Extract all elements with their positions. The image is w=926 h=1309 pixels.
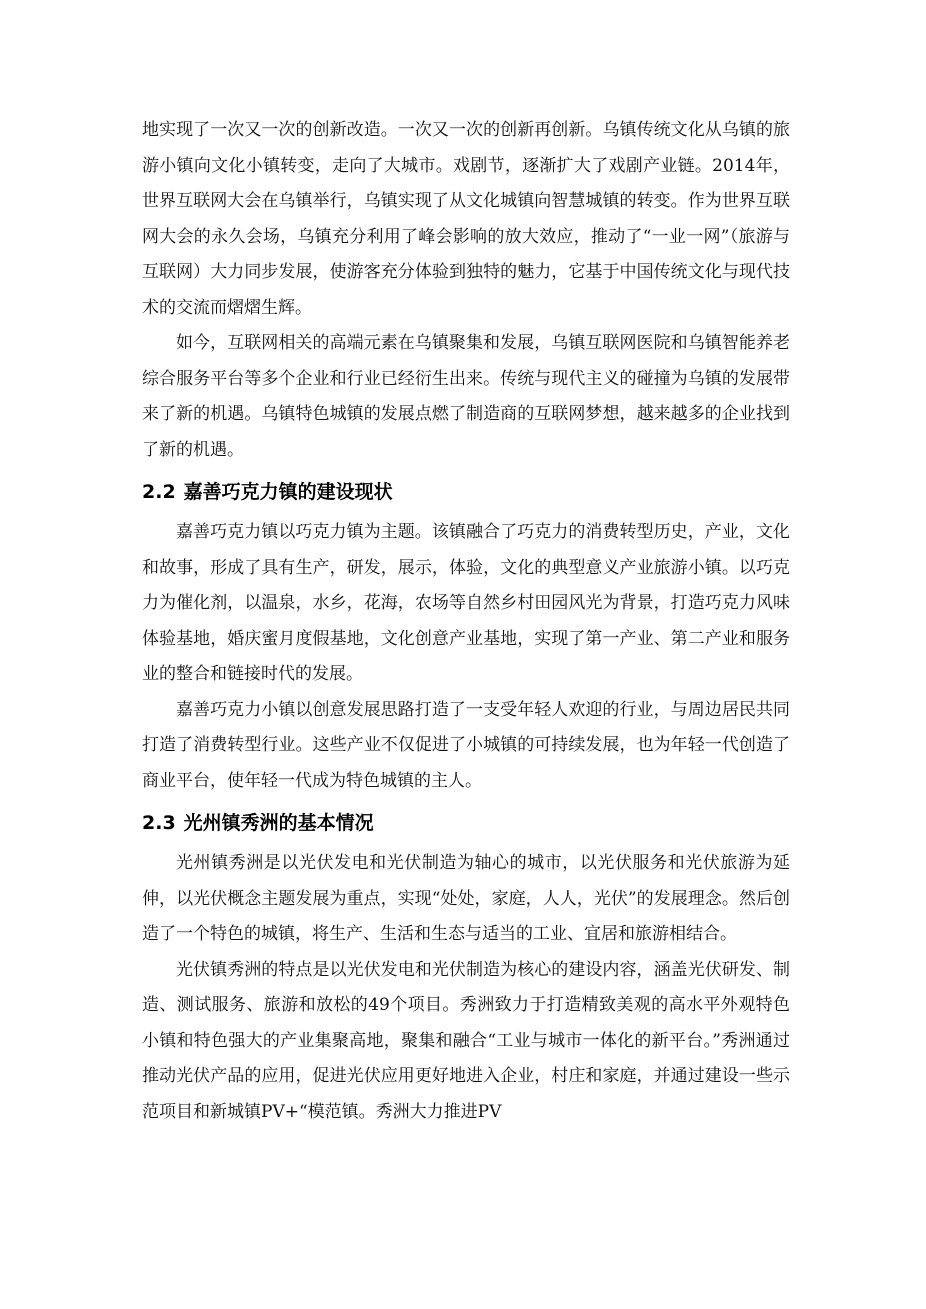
- paragraph-chocolate-town-youth: 嘉善巧克力小镇以创意发展思路打造了一支受年轻人欢迎的行业，与周边居民共同打造了消费转型行业。这些产业不仅促进了小城镇的可持续发展，也为年轻一代创造了商业平台，使年轻一代成为特色城镇的主人。: [142, 699, 790, 791]
- paragraph-chocolate-town-theme: 嘉善巧克力镇以巧克力镇为主题。该镇融合了巧克力的消费转型历史，产业，文化和故事，形成了具有生产，研发，展示，体验，文化的典型意义产业旅游小镇。以巧克力为催化剂，以温泉，水乡，花海，农场等自然乡村田园风光为背景，打造巧克力风味体验基地，婚庆蜜月度假基地，文化创意产业基地，实现了第一产业、第二产业和服务业的整合和链接时代的发展。: [142, 522, 790, 684]
- document-body: [142, 113, 790, 1130]
- section-number: 2.3: [142, 812, 176, 834]
- section-number: 2.2: [142, 481, 176, 503]
- section-title: 光州镇秀洲的基本情况: [183, 812, 374, 834]
- section-heading-2-3: [142, 804, 790, 842]
- paragraph-photovoltaic-town-features: 光伏镇秀洲的特点是以光伏发电和光伏制造为核心的建设内容，涵盖光伏研发、制造、测试服务、旅游和放松的49个项目。秀洲致力于打造精致美观的高水平外观特色小镇和特色强大的产业集聚高地，聚集和融合“工业与城市一体化的新平台。”秀洲通过推动光伏产品的应用，促进光伏应用更好地进入企业，村庄和家庭，并通过建设一些示范项目和新城镇PV+“模范镇。秀洲大力推进PV: [142, 959, 790, 1122]
- paragraph-wuzhen-internet: 如今，互联网相关的高端元素在乌镇聚集和发展，乌镇互联网医院和乌镇智能养老综合服务平台等多个企业和行业已经衍生出来。传统与现代主义的碰撞为乌镇的发展带来了新的机遇。乌镇特色城镇的发展点燃了制造商的互联网梦想，越来越多的企业找到了新的机遇。: [142, 333, 790, 460]
- section-heading-2-2: [142, 473, 790, 511]
- section-title: 嘉善巧克力镇的建设现状: [183, 481, 393, 503]
- paragraph-photovoltaic-town-overview: 光州镇秀洲是以光伏发电和光伏制造为轴心的城市，以光伏服务和光伏旅游为延伸，以光伏概念主题发展为重点，实现“处处，家庭，人人，光伏”的发展理念。然后创造了一个特色的城镇，将生产、生活和生态与适当的工业、宜居和旅游相结合。: [142, 853, 790, 944]
- paragraph-wuzhen-innovation: 地实现了一次又一次的创新改造。一次又一次的创新再创新。乌镇传统文化从乌镇的旅游小镇向文化小镇转变，走向了大城市。戏剧节，逐渐扩大了戏剧产业链。2014年，世界互联网大会在乌镇举行，乌镇实现了从文化城镇向智慧城镇的转变。作为世界互联网大会的永久会场，乌镇充分利用了峰会影响的放大效应，推动了“一业一网”（旅游与互联网）大力同步发展，使游客充分体验到独特的魅力，它基于中国传统文化与现代技术的交流而熠熠生辉。: [142, 120, 790, 318]
